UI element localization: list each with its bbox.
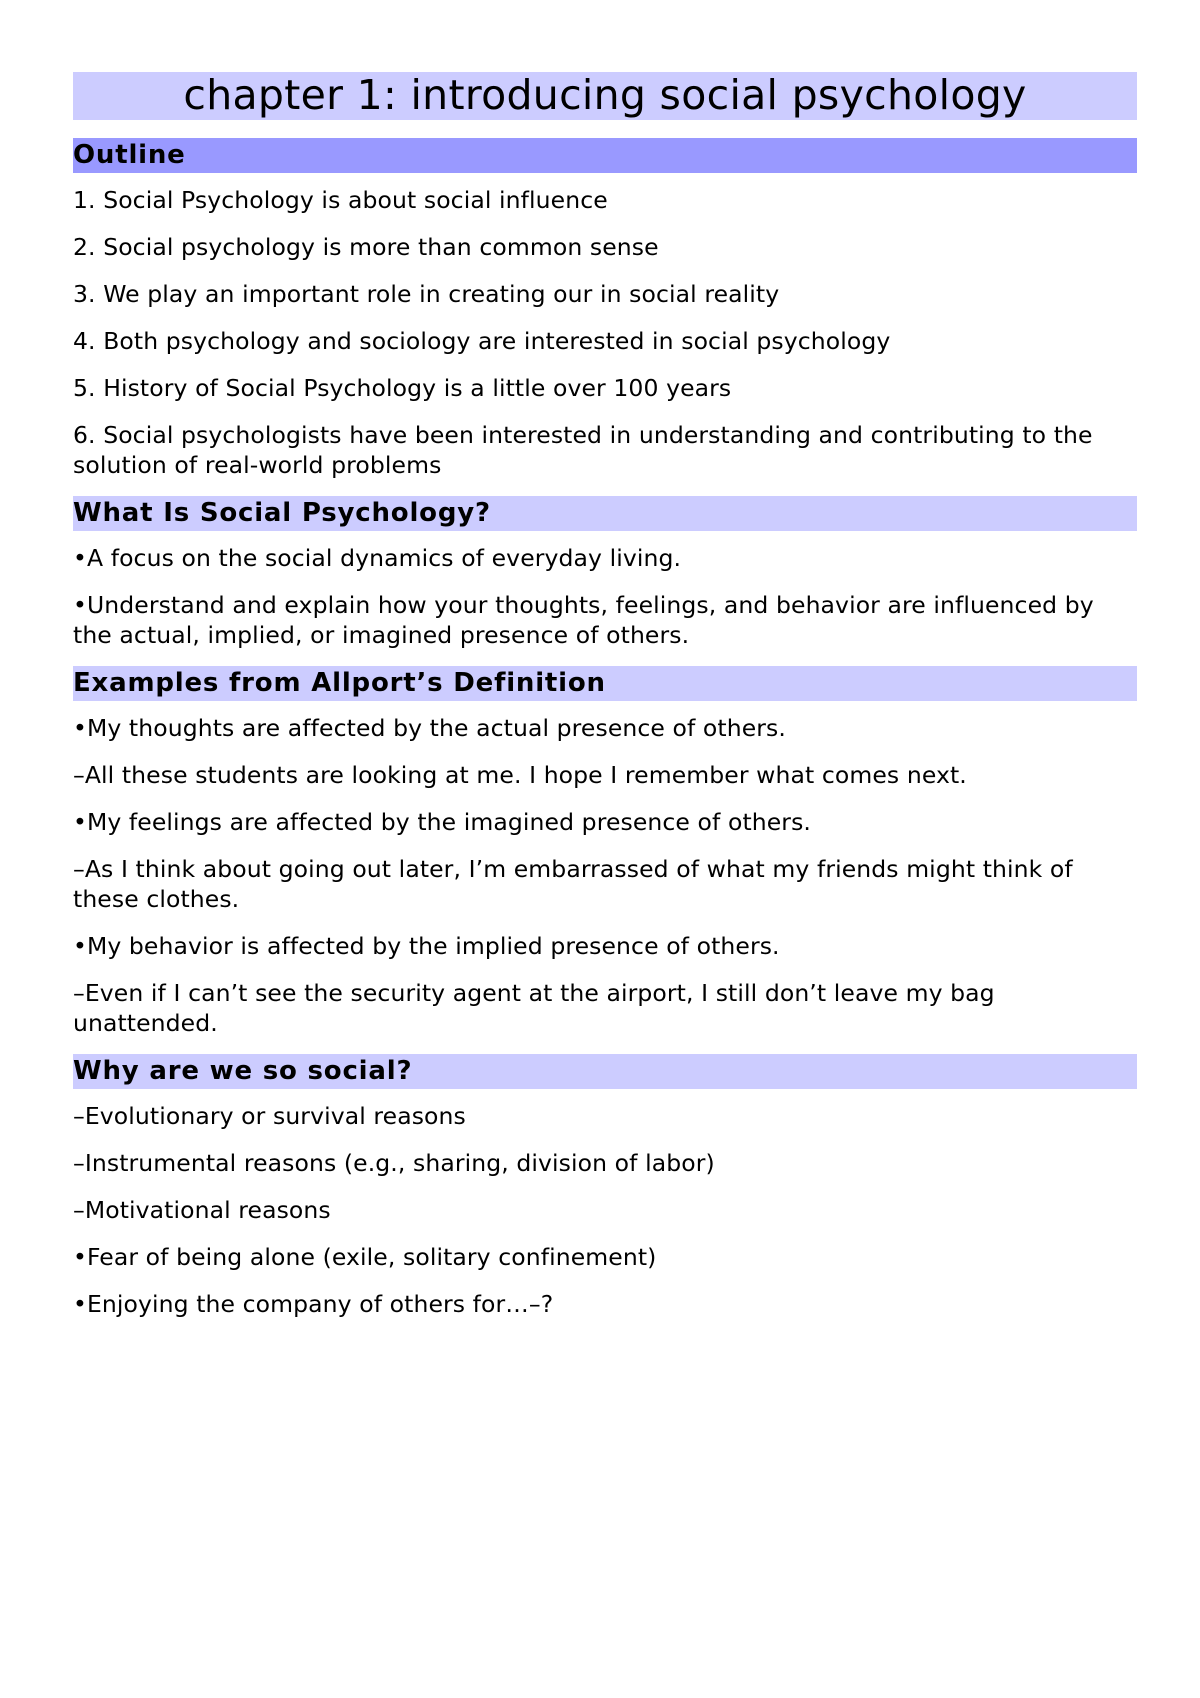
bullet-item: •My feelings are affected by the imagined presence of others. bbox=[73, 808, 811, 836]
section-heading-allport-examples: Examples from Allport’s Definition bbox=[73, 666, 1137, 701]
section-heading-what-is: What Is Social Psychology? bbox=[73, 496, 1137, 531]
bullet-item: •Fear of being alone (exile, solitary confinement) bbox=[73, 1243, 657, 1271]
sub-bullet-item: –All these students are looking at me. I hope I remember what comes next. bbox=[73, 761, 967, 789]
bullet-item: •Enjoying the company of others for…–? bbox=[73, 1290, 554, 1318]
sub-bullet-item: –Motivational reasons bbox=[73, 1196, 331, 1224]
page-title: chapter 1: introducing social psychology bbox=[73, 72, 1137, 120]
sub-bullet-item: –Evolutionary or survival reasons bbox=[73, 1102, 466, 1130]
outline-item: 6. Social psychologists have been interested in understanding and contributing to the solution of real-world problems bbox=[73, 421, 1093, 479]
sub-bullet-item: –Even if I can’t see the security agent at the airport, I still don’t leave my bag unattended. bbox=[73, 979, 995, 1037]
bullet-item: •My thoughts are affected by the actual presence of others. bbox=[73, 714, 786, 742]
bullet-item: •My behavior is affected by the implied presence of others. bbox=[73, 932, 780, 960]
sub-bullet-item: –As I think about going out later, I’m embarrassed of what my friends might think of these clothes. bbox=[73, 855, 1073, 913]
outline-item: 2. Social psychology is more than common sense bbox=[73, 233, 659, 261]
document-content bbox=[73, 72, 1137, 1336]
outline-item: 1. Social Psychology is about social influence bbox=[73, 186, 608, 214]
outline-item: 5. History of Social Psychology is a little over 100 years bbox=[73, 374, 732, 402]
sub-bullet-item: –Instrumental reasons (e.g., sharing, division of labor) bbox=[73, 1149, 715, 1177]
section-heading-why-social: Why are we so social? bbox=[73, 1054, 1137, 1089]
outline-item: 4. Both psychology and sociology are interested in social psychology bbox=[73, 327, 891, 355]
bullet-item: •A focus on the social dynamics of everyday living. bbox=[73, 544, 682, 572]
bullet-item: •Understand and explain how your thoughts, feelings, and behavior are influenced by the actual, implied, or imagined presence of others. bbox=[73, 591, 1094, 649]
outline-item: 3. We play an important role in creating our in social reality bbox=[73, 280, 780, 308]
section-heading-outline: Outline bbox=[73, 138, 1137, 173]
